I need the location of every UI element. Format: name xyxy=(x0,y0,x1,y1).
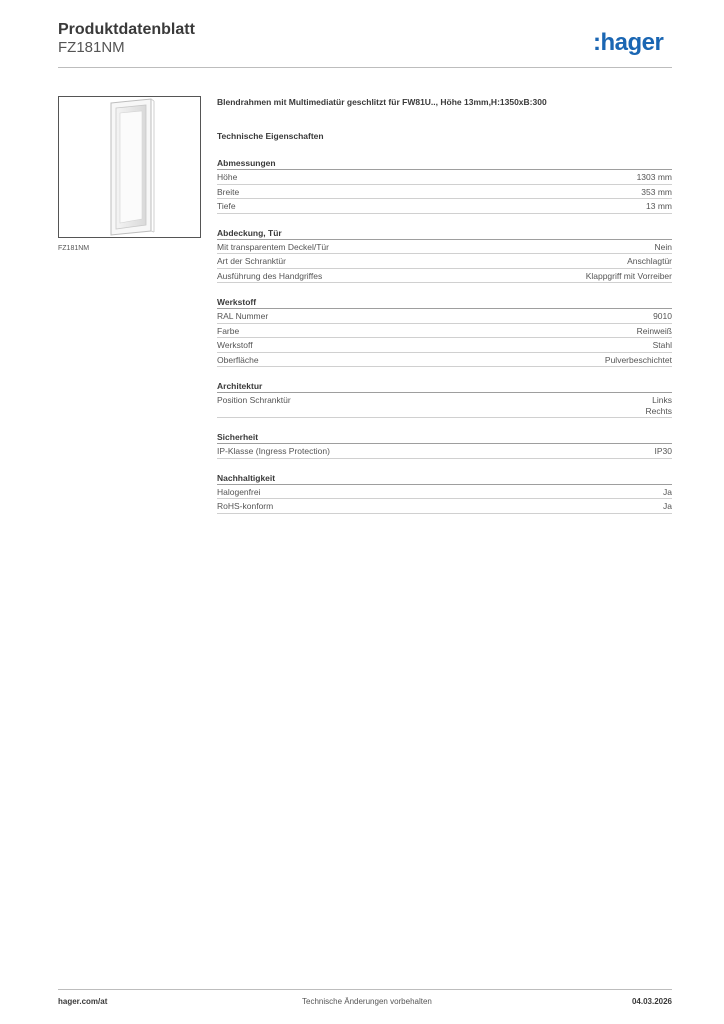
spec-value-text: Links xyxy=(652,395,672,405)
spec-label: Halogenfrei xyxy=(217,486,261,497)
spec-label: Höhe xyxy=(217,172,238,182)
product-code: FZ181NM xyxy=(58,39,125,56)
section-title: Nachhaltigkeit xyxy=(217,472,672,485)
spec-section xyxy=(217,380,672,418)
spec-value-text: Rechts xyxy=(645,405,672,416)
spec-value xyxy=(641,187,672,198)
spec-row xyxy=(217,393,672,418)
section-title: Abdeckung, Tür xyxy=(217,227,672,240)
spec-label: Werkstoff xyxy=(217,340,253,350)
footer-website: hager.com/at xyxy=(58,997,108,1006)
spec-value-text: Ja xyxy=(663,501,672,511)
spec-value-text: Ja xyxy=(663,486,672,497)
spec-label: RoHS-konform xyxy=(217,501,274,511)
technical-properties-heading: Technische Eigenschaften xyxy=(217,131,324,141)
spec-section xyxy=(217,472,672,514)
spec-row xyxy=(217,324,672,339)
page-title: Produktdatenblatt xyxy=(58,21,195,38)
content-column xyxy=(217,96,672,514)
spec-value xyxy=(637,172,672,183)
spec-row xyxy=(217,499,672,514)
spec-row xyxy=(217,199,672,214)
spec-section xyxy=(217,227,672,284)
spec-value-text: Stahl xyxy=(652,340,672,350)
footer-divider xyxy=(58,989,672,990)
spec-value xyxy=(586,271,672,282)
spec-row xyxy=(217,338,672,353)
spec-row xyxy=(217,240,672,255)
spec-value-text: IP30 xyxy=(654,446,672,456)
hager-logo xyxy=(593,28,675,58)
spec-section xyxy=(217,157,672,214)
spec-value-text: 9010 xyxy=(653,311,672,321)
spec-row xyxy=(217,444,672,459)
spec-value xyxy=(637,326,672,337)
spec-value-text: Klappgriff mit Vorreiber xyxy=(585,270,672,281)
frame-illustration xyxy=(59,97,200,237)
spec-label: Position Schranktür xyxy=(217,395,291,405)
spec-row xyxy=(217,485,672,500)
spec-label: Breite xyxy=(217,186,240,197)
spec-value-text: 13 mm xyxy=(646,201,672,211)
spec-value xyxy=(655,242,672,253)
spec-section xyxy=(217,296,672,367)
spec-value xyxy=(655,446,673,457)
spec-value xyxy=(663,487,672,498)
spec-value xyxy=(646,395,672,416)
spec-label: Art der Schranktür xyxy=(217,256,286,266)
svg-text::hager: :hager xyxy=(593,29,664,56)
spec-value xyxy=(663,501,672,512)
spec-value-text: Reinweiß xyxy=(636,325,672,336)
header-divider xyxy=(58,67,672,68)
spec-row xyxy=(217,254,672,269)
spec-value-text: Nein xyxy=(654,241,672,252)
section-title: Werkstoff xyxy=(217,296,672,309)
footer-notice: Technische Änderungen vorbehalten xyxy=(302,997,432,1006)
spec-value-text: Anschlagtür xyxy=(627,256,672,266)
spec-label: Farbe xyxy=(217,325,240,336)
spec-row xyxy=(217,353,672,368)
spec-value xyxy=(605,355,672,366)
spec-label: RAL Nummer xyxy=(217,311,269,321)
spec-value-text: 353 mm xyxy=(641,186,672,197)
spec-sections xyxy=(217,157,672,514)
product-description: Blendrahmen mit Multimediatür geschlitzt für FW81U.., Höhe 13mm,H:1350xB:300 xyxy=(217,97,547,107)
spec-value xyxy=(646,201,672,212)
spec-row xyxy=(217,185,672,200)
spec-value-text: Pulverbeschichtet xyxy=(604,354,672,365)
section-title: Abmessungen xyxy=(217,157,672,170)
spec-row xyxy=(217,269,672,284)
spec-value xyxy=(653,311,672,322)
spec-value-text: 1303 mm xyxy=(636,172,672,182)
section-title: Sicherheit xyxy=(217,431,672,444)
spec-value xyxy=(627,256,672,267)
product-image xyxy=(58,96,201,238)
spec-row xyxy=(217,309,672,324)
section-title: Architektur xyxy=(217,380,672,393)
spec-label: Mit transparentem Deckel/Tür xyxy=(217,241,329,252)
spec-label: Ausführung des Handgriffes xyxy=(217,270,323,281)
spec-section xyxy=(217,431,672,459)
spec-value xyxy=(653,340,672,351)
spec-label: Oberfläche xyxy=(217,354,259,365)
footer-date: 04.03.2026 xyxy=(631,997,672,1006)
spec-label: IP-Klasse (Ingress Protection) xyxy=(217,446,330,456)
spec-label: Tiefe xyxy=(217,201,236,211)
image-caption: FZ181NM xyxy=(58,245,90,252)
spec-row xyxy=(217,170,672,185)
